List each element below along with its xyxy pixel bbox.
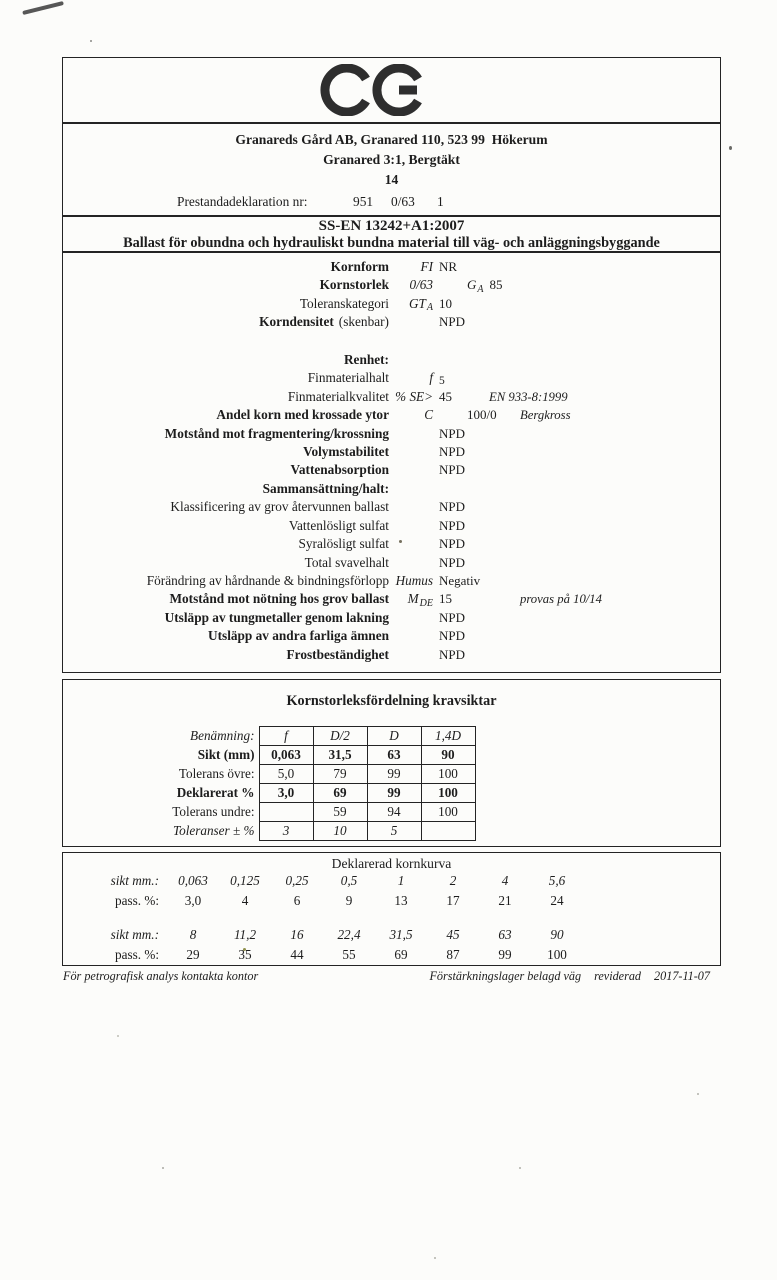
table-cell: 100 [421, 765, 475, 784]
table-cell: 5,0 [259, 765, 313, 784]
row-label: Deklarerat % [176, 785, 255, 800]
prop-value: 10 [439, 295, 452, 311]
table-row [145, 746, 475, 765]
standard-scope: Ballast för obundna och hydrauliskt bundna material till väg- och anläggningsbyggande [123, 235, 660, 251]
prop-label: Total svavelhalt [304, 554, 389, 570]
row-label: Sikt (mm) [197, 747, 255, 762]
standard-code: SS-EN 13242+A1:2007 [318, 218, 465, 234]
table-cell: D/2 [313, 727, 367, 746]
table-cell: 94 [367, 803, 421, 822]
table-cell [259, 803, 313, 822]
prop-row [63, 610, 720, 628]
prop-value: 45 [439, 388, 452, 404]
prop-row [63, 462, 720, 480]
table-row [145, 784, 475, 803]
row-label: Tolerans undre: [172, 804, 255, 819]
prop-value: Negativ [439, 573, 481, 588]
prop-value: NPD [439, 646, 466, 662]
table-row [145, 803, 475, 822]
prop-value: NPD [439, 425, 466, 441]
ce-mark-icon [317, 64, 467, 116]
declaration-number-value: 1 [437, 194, 444, 209]
prop-label: Förändring av hårdnande & bindningsförlopp [146, 573, 389, 588]
prop-row [63, 628, 720, 646]
table-cell: 63 [367, 746, 421, 765]
row-label: sikt mm.: [110, 927, 159, 942]
prop-value: NPD [439, 443, 466, 459]
table-cell: 31,5 [313, 746, 367, 765]
prop-label: Korndensitet (skenbar) [259, 314, 389, 330]
prop-value: 5 [439, 375, 445, 388]
prop-row [63, 536, 720, 554]
table-cell: 69 [313, 784, 367, 803]
table-cell: 79 [313, 765, 367, 784]
footer-usage: Förstärkningslager belagd väg [429, 969, 582, 983]
row-label: pass. %: [115, 892, 159, 908]
prop-label: Frostbeständighet [286, 646, 389, 662]
prop-section-heading: Renhet: [343, 351, 389, 367]
table-cell: D [367, 727, 421, 746]
prop-value: NR [439, 259, 458, 274]
table-cell: 10 [313, 822, 367, 841]
manufacturer-info-box [62, 123, 721, 216]
table-cell: 0,063 [259, 746, 313, 765]
table-cell: 100 [421, 784, 475, 803]
kornkurva-passing-row: pass. %: 3,0 4 6 9 13 17 21 24 [63, 893, 720, 913]
table-cell: 5 [367, 822, 421, 841]
prop-value: NPD [439, 628, 466, 644]
kornkurva-sieve-row: sikt mm.: 8 11,2 16 22,4 31,5 45 63 90 [63, 927, 720, 947]
prop-row [63, 277, 720, 295]
prop-note: Bergkross [520, 408, 571, 423]
prop-label: Finmaterialkvalitet [287, 388, 389, 404]
prop-label: Syralösligt sulfat [298, 536, 389, 552]
prop-symbol: GTA [409, 295, 433, 314]
table-cell: 99 [367, 784, 421, 803]
prop-symbol: 0/63 [409, 277, 433, 293]
prop-row [63, 591, 720, 609]
kornkurva-title: Deklarerad kornkurva [331, 856, 452, 871]
footer-revised-label: reviderad [594, 969, 642, 983]
prop-label: Kornform [330, 259, 389, 274]
prop-symbol: FI [420, 259, 433, 274]
prop-value: 15 [439, 591, 452, 607]
prop-symbol: C [424, 407, 433, 423]
row-label: Benämning: [190, 728, 255, 743]
table-row [145, 822, 475, 841]
kravsiktar-table [145, 726, 476, 841]
prop-row [63, 426, 720, 444]
prop-label: Utsläpp av tungmetaller genom lakning [164, 609, 389, 625]
scan-artifact [117, 1035, 119, 1037]
prop-row [63, 314, 720, 332]
table-row [145, 765, 475, 784]
scan-artifact [162, 1167, 164, 1169]
row-label: Tolerans övre: [178, 766, 255, 781]
prop-note: EN 933-8:1999 [489, 389, 568, 404]
table-cell: 100 [421, 803, 475, 822]
prop-symbol: MDE [407, 591, 433, 609]
table-cell: f [259, 727, 313, 746]
site-number: 14 [384, 172, 399, 187]
table-row [145, 727, 475, 746]
prop-label: Utsläpp av andra farliga ämnen [207, 628, 389, 644]
declaration-number-label: Prestandadeklaration nr: [177, 194, 308, 209]
footer-note-left: För petrografisk analys kontakta kontor [63, 969, 259, 983]
kornkurva-box [62, 852, 721, 966]
kravsiktar-title: Kornstorleksfördelning kravsiktar [286, 693, 497, 709]
prop-row [63, 499, 720, 517]
prop-note: GA 85 [467, 277, 503, 295]
prop-label: Finmaterialhalt [307, 370, 389, 386]
prop-row [63, 518, 720, 536]
prop-note: 100/0 [467, 407, 497, 423]
prop-symbol: f [429, 370, 433, 386]
table-cell: 1,4D [421, 727, 475, 746]
manufacturer-line: Granareds Gård AB, Granared 110, 523 99 Hökerum [235, 132, 548, 147]
prop-value: NPD [439, 314, 466, 330]
prop-row [63, 647, 720, 665]
scan-artifact [22, 1, 64, 15]
prop-label: Motstånd mot nötning hos grov ballast [169, 591, 389, 607]
table-cell: 99 [367, 765, 421, 784]
prop-label: Vattenlösligt sulfat [288, 517, 389, 533]
prop-row [63, 296, 720, 314]
prop-row [63, 370, 720, 388]
prop-label: Andel korn med krossade ytor [216, 407, 389, 423]
declaration-number-value: 951 [353, 194, 374, 209]
scan-artifact [519, 1167, 521, 1169]
prop-value: NPD [439, 554, 466, 570]
table-cell: 59 [313, 803, 367, 822]
row-label: sikt mm.: [110, 873, 159, 888]
properties-box [62, 252, 721, 673]
kornkurva-sieve-row: sikt mm.: 0,063 0,125 0,25 0,5 1 2 4 5,6 [63, 873, 720, 893]
scan-artifact [434, 1257, 436, 1259]
prop-note: provas på 10/14 [520, 592, 602, 607]
prop-value: NPD [439, 499, 466, 515]
row-label: Toleranser ± % [173, 823, 255, 838]
prop-label: Toleranskategori [299, 295, 389, 311]
table-cell [421, 822, 475, 841]
footer-revised-date: 2017-11-07 [654, 969, 710, 983]
table-cell: 3 [259, 822, 313, 841]
kravsiktar-box [62, 679, 721, 847]
table-cell: 3,0 [259, 784, 313, 803]
scan-artifact [729, 146, 732, 150]
site-line: Granared 3:1, Bergtäkt [323, 152, 460, 167]
prop-label: Klassificering av grov återvunnen ballast [170, 499, 389, 515]
table-cell: 90 [421, 746, 475, 765]
prop-section-heading: Sammansättning/halt: [262, 480, 389, 496]
scan-artifact [90, 40, 92, 42]
prop-row [63, 259, 720, 277]
declaration-number-value: 0/63 [391, 194, 415, 209]
spacer [63, 912, 720, 927]
prop-row [63, 407, 720, 425]
prop-row [63, 555, 720, 573]
prop-row [63, 389, 720, 407]
prop-label: Vattenabsorption [290, 462, 389, 478]
prop-value: NPD [439, 517, 466, 533]
standard-box [62, 216, 721, 252]
prop-row [63, 573, 720, 591]
footer-note-right [429, 969, 710, 984]
prop-symbol: % SE> [395, 388, 433, 404]
prop-symbol: Humus [395, 573, 433, 588]
prop-label: Volymstabilitet [303, 443, 389, 459]
prop-value: NPD [439, 536, 466, 552]
scan-artifact [697, 1093, 699, 1095]
prop-row [63, 444, 720, 462]
prop-label: Motstånd mot fragmentering/krossning [164, 425, 389, 441]
kornkurva-passing-row: pass. %: 29 35 44 55 69 87 99 100 [63, 947, 720, 967]
spacer [63, 333, 720, 352]
prop-label: Kornstorlek [319, 277, 389, 293]
row-label: pass. %: [115, 946, 159, 962]
prop-value: NPD [439, 462, 466, 478]
prop-value: NPD [439, 609, 466, 625]
ce-mark-box [62, 57, 721, 123]
